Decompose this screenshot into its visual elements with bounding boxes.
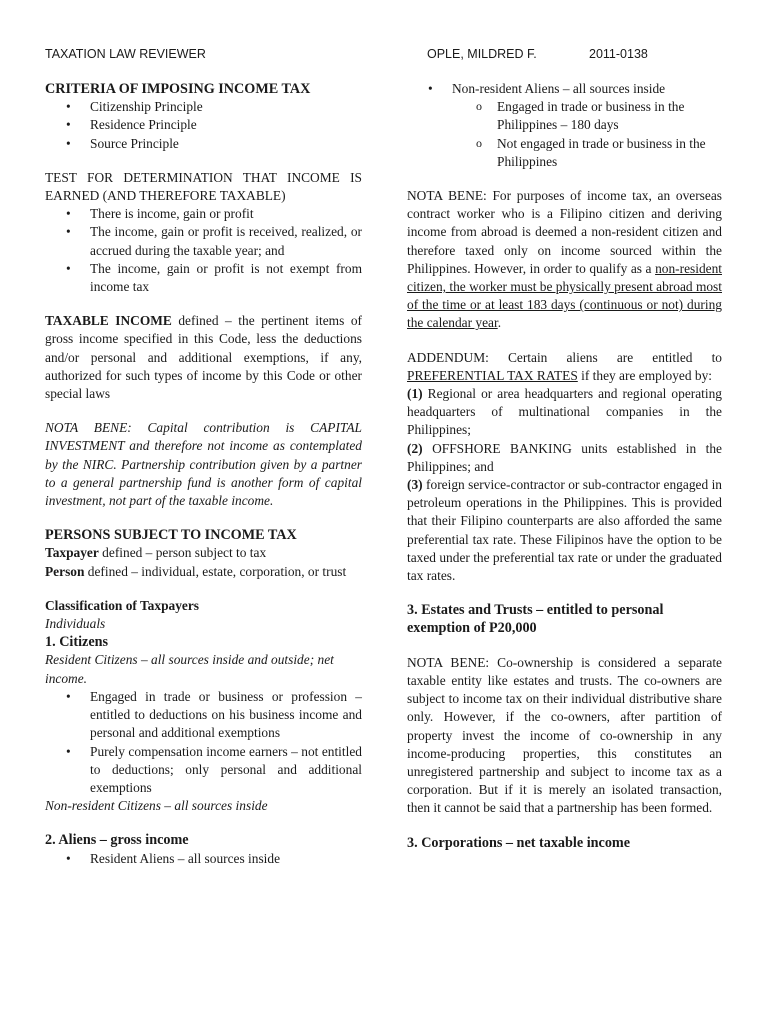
taxpayer-definition — [45, 544, 362, 562]
nota-bene-ofw — [407, 187, 722, 333]
list-item: • Non-resident Aliens – all sources inside — [407, 80, 722, 98]
nota-bene-capital: NOTA BENE: Capital contribution is CAPITAL INVESTMENT and therefore not income as contemplated by the NIRC. Partnership contribution given by a partner to a general partnership fund is another form of capital investment, not part of the taxable income. — [45, 420, 362, 509]
nota-ofw-text: NOTA BENE: For purposes of income tax, an overseas contract worker who is a Filipino citizen and deriving income from abroad is deemed a non-resident citizen and therefore taxed only on income sourced within the Philippines. However, in order to qualify as a — [407, 188, 722, 276]
taxable-income-paragraph — [45, 312, 362, 403]
right-column — [407, 80, 722, 852]
citizens-heading: 1. Citizens — [45, 634, 109, 651]
corporations-heading: 3. Corporations – net taxable income — [407, 834, 631, 851]
addendum-underlined: PREFERENTIAL TAX RATES — [407, 367, 578, 383]
classification-heading: Classification of Taxpayers — [45, 597, 200, 613]
test-heading: TEST FOR DETERMINATION THAT INCOME IS EARNED (AND THEREFORE TAXABLE) — [45, 169, 362, 204]
nota-ofw-end: . — [497, 315, 502, 331]
estates-heading: 3. Estates and Trusts – entitled to personal exemption of P20,000 — [407, 602, 664, 637]
addendum-item-3 — [407, 476, 722, 585]
person-term: Person — [45, 563, 85, 579]
sub-list-item: o Engaged in trade or business in the Philippines – 180 days — [407, 98, 722, 134]
header-title: TAXATION LAW REVIEWER — [45, 47, 206, 61]
list-item: • Purely compensation income earners – not entitled to deductions; only personal and additional exemptions — [45, 743, 362, 798]
addendum-text-end: if they are employed by: — [577, 367, 713, 383]
nota-ofw-underlined: non-resident citizen, the worker must be physically present abroad most of the time or at least 183 days (continuous or not) during the calendar year — [407, 260, 722, 331]
header-id: 2011-0138 — [589, 47, 648, 61]
item-number: (3) — [407, 477, 423, 493]
persons-heading: PERSONS SUBJECT TO INCOME TAX — [45, 527, 297, 544]
list-item: • Citizenship Principle — [45, 98, 362, 116]
taxpayer-def: defined – person subject to tax — [98, 545, 267, 561]
taxpayer-term: Taxpayer — [45, 545, 99, 561]
item-text: foreign service-contractor or sub-contractor engaged in petroleum operations in the Philippines. This is provided that their Filipino counterparts are also afforded the same preferential tax rate. These Filipinos have the option to be taxed under the preferential tax rate or under the graduated tax rates. — [407, 477, 722, 584]
addendum-item-1 — [407, 385, 722, 440]
header-author: OPLE, MILDRED F. — [427, 47, 537, 61]
addendum-intro — [407, 349, 722, 385]
person-def: defined – individual, estate, corporation, or trust — [84, 563, 347, 579]
list-item: • The income, gain or profit is received, realized, or accrued during the taxable year; and — [45, 223, 362, 259]
list-item: • Residence Principle — [45, 116, 362, 134]
list-item: • There is income, gain or profit — [45, 205, 362, 223]
sub-list-item: o Not engaged in trade or business in the Philippines — [407, 135, 722, 171]
nota-bene-coownership: NOTA BENE: Co-ownership is considered a separate taxable entity like estates and trusts. The co-owners are subject to income tax on their individual distributive share only. However, if the co-owners, after partition of property invest the income of co-ownership in any income-producing properties, this constitutes an unregistered partnership and subject to income tax as a corporation. But if it is merely an isolated transaction, then it cannot be said that a partnership has been formed. — [407, 654, 722, 816]
list-item: • Resident Aliens – all sources inside — [45, 850, 362, 868]
taxable-income-def: defined – the pertinent items of gross income specified in this Code, less the deductions and/or personal and additional exemptions, if any, authorized for such types of income by this Code or other special laws — [45, 313, 362, 402]
list-item: • The income, gain or profit is not exempt from income tax — [45, 260, 362, 296]
individuals-label: Individuals — [45, 616, 106, 632]
nonresident-citizens: Non-resident Citizens – all sources inside — [45, 798, 268, 814]
item-number: (1) — [407, 386, 423, 402]
addendum-text: ADDENDUM: Certain aliens are entitled to — [407, 349, 722, 365]
item-text: OFFSHORE BANKING units established in the Philippines; and — [407, 440, 722, 474]
item-text: Regional or area headquarters and regional operating headquarters of multinational companies in the Philippines; — [407, 386, 722, 438]
list-item: • Engaged in trade or business or profession – entitled to deductions on his business income and personal and additional exemptions — [45, 688, 362, 743]
criteria-heading: CRITERIA OF IMPOSING INCOME TAX — [45, 81, 311, 97]
aliens-heading: 2. Aliens – gross income — [45, 832, 189, 849]
resident-citizens: Resident Citizens – all sources inside and outside; net income. — [45, 652, 334, 686]
addendum-item-2 — [407, 440, 722, 476]
list-item: • Source Principle — [45, 135, 362, 153]
left-column — [45, 80, 362, 868]
taxable-income-term: TAXABLE INCOME — [45, 313, 172, 329]
person-definition — [45, 563, 362, 581]
item-number: (2) — [407, 440, 423, 456]
